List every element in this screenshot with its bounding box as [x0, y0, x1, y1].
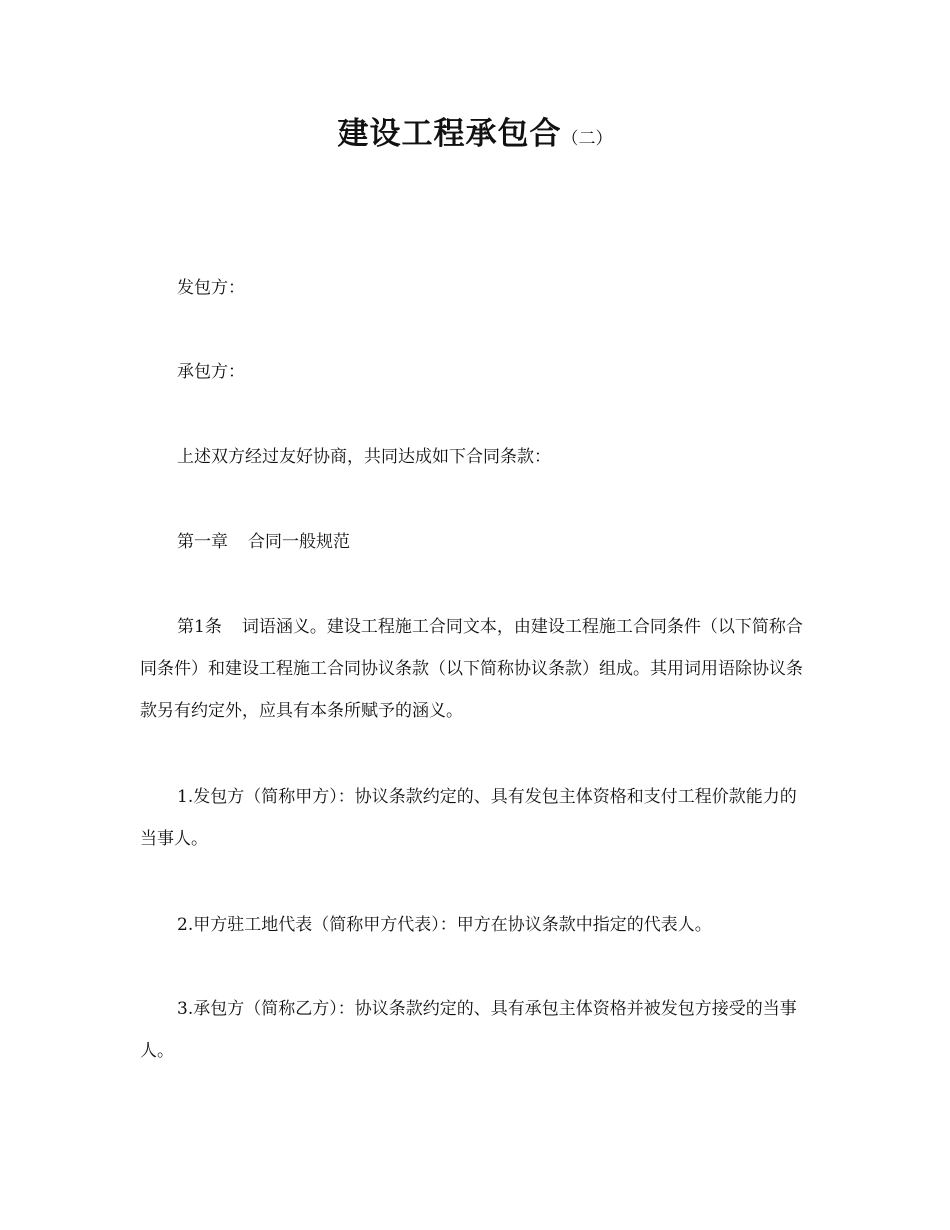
party-b-label: 承包方：: [177, 362, 245, 382]
intro-paragraph: 上述双方经过友好协商，共同达成如下合同条款：: [177, 447, 551, 467]
item-2: 2.甲方驻工地代表（简称甲方代表）：甲方在协议条款中指定的代表人。: [177, 915, 712, 935]
title-sub: （二）: [561, 129, 613, 149]
article-1-number: 第1条: [177, 617, 222, 637]
article-1: [140, 606, 812, 732]
title-main: 建设工程承包合: [337, 116, 562, 152]
item-3: 3.承包方（简称乙方）：协议条款约定的、具有承包主体资格并被发包方接受的当事人。: [140, 999, 797, 1061]
item-1: 1.发包方（简称甲方）：协议条款约定的、具有发包主体资格和支付工程价款能力的当事人。: [140, 787, 797, 849]
chapter-number: 第一章: [177, 532, 228, 552]
article-1-text: 词语涵义。建设工程施工合同文本，由建设工程施工合同条件（以下简称合同条件）和建设工程施工合同协议条款（以下简称协议条款）组成。其用词用语除协议条款另有约定外，应具有本条所赋予的涵义。: [140, 617, 803, 721]
party-a-label: 发包方：: [177, 278, 245, 298]
chapter-heading: [140, 521, 812, 563]
chapter-title: 合同一般规范: [248, 532, 350, 552]
document-title: [0, 108, 950, 153]
